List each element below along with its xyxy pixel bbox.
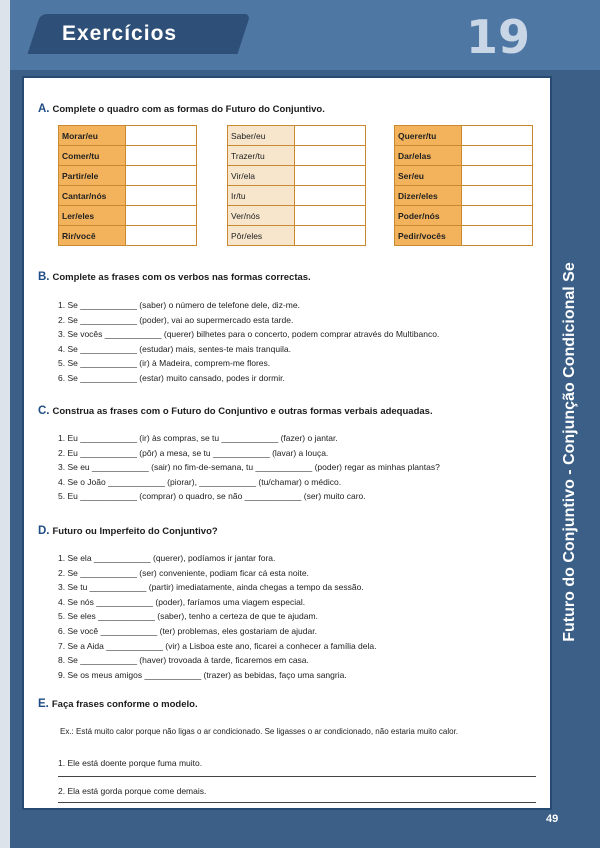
section-c-list	[58, 431, 440, 504]
section-c-heading	[38, 405, 433, 417]
answer-cell[interactable]	[462, 166, 533, 186]
table-a2	[227, 125, 366, 246]
exercise-line: 5. Eu ____________ (comprar) o quadro, se não ____________ (ser) muito caro.	[58, 491, 366, 502]
writing-line[interactable]	[58, 802, 536, 803]
table-cell: Ser/eu	[395, 166, 462, 186]
table-cell: Rir/você	[59, 226, 126, 246]
exercise-line: 5. Se eles ____________ (saber), tenho a certeza de que te ajudam.	[58, 611, 318, 622]
section-letter: A.	[38, 103, 50, 115]
exercise-line: 5. Se ____________ (ir) à Madeira, comprem-me flores.	[58, 358, 271, 369]
left-margin-strip	[0, 0, 10, 848]
section-instruction: Faça frases conforme o modelo.	[51, 699, 198, 710]
section-e-item-1	[58, 756, 202, 770]
table-cell: Saber/eu	[228, 126, 295, 146]
writing-line[interactable]	[58, 776, 536, 777]
answer-cell[interactable]	[295, 126, 366, 146]
section-instruction: Complete as frases com os verbos nas formas correctas.	[52, 272, 311, 283]
exercise-line: 7. Se a Aida ____________ (vir) a Lisboa este ano, ficarei a conhecer a família dela.	[58, 640, 377, 651]
table-cell: Poder/nós	[395, 206, 462, 226]
answer-cell[interactable]	[126, 206, 197, 226]
section-b-list	[58, 298, 439, 386]
answer-cell[interactable]	[462, 186, 533, 206]
table-a1	[58, 125, 197, 246]
table-a3	[394, 125, 533, 246]
section-b-heading	[38, 271, 311, 283]
exercise-line: 4. Se nós ____________ (poder), faríamos uma viagem especial.	[58, 596, 306, 607]
table-cell: Pedir/vocês	[395, 226, 462, 246]
exercise-line: 3. Se eu ____________ (sair) no fim-de-semana, tu ____________ (poder) regar as minhas plantas?	[58, 462, 440, 473]
section-letter: C.	[38, 405, 50, 417]
table-cell: Pôr/eles	[228, 226, 295, 246]
exercise-line: 4. Se ____________ (estudar) mais, sentes-te mais tranquila.	[58, 343, 291, 354]
table-cell: Dizer/eles	[395, 186, 462, 206]
section-d-heading	[38, 525, 218, 537]
section-a-heading	[38, 103, 325, 115]
table-cell: Cantar/nós	[59, 186, 126, 206]
answer-cell[interactable]	[462, 226, 533, 246]
answer-cell[interactable]	[462, 146, 533, 166]
exercise-line: 1. Ele está doente porque fuma muito.	[58, 758, 203, 768]
answer-cell[interactable]	[126, 166, 197, 186]
page-number: 49	[546, 813, 559, 825]
section-letter: B.	[38, 271, 50, 283]
answer-cell[interactable]	[126, 226, 197, 246]
table-cell: Trazer/tu	[228, 146, 295, 166]
page-title: Exercícios	[62, 22, 178, 45]
exercise-line: 4. Se o João ____________ (piorar), ____________ (tu/chamar) o médico.	[58, 476, 342, 487]
section-d-list	[58, 551, 376, 682]
section-instruction: Complete o quadro com as formas do Futuro do Conjuntivo.	[52, 104, 325, 115]
answer-cell[interactable]	[295, 166, 366, 186]
section-letter: E.	[38, 698, 49, 710]
answer-cell[interactable]	[295, 186, 366, 206]
exercise-line: 8. Se ____________ (haver) trovoada à tarde, ficaremos em casa.	[58, 655, 309, 666]
side-title	[561, 262, 578, 642]
answer-cell[interactable]	[295, 146, 366, 166]
section-instruction: Construa as frases com o Futuro do Conjuntivo e outras formas verbais adequadas.	[52, 406, 433, 417]
answer-cell[interactable]	[462, 126, 533, 146]
section-letter: D.	[38, 525, 50, 537]
unit-number: 19	[466, 10, 531, 64]
table-cell: Comer/tu	[59, 146, 126, 166]
exercise-line: 6. Se ____________ (estar) muito cansado, podes ir dormir.	[58, 372, 285, 383]
answer-cell[interactable]	[126, 186, 197, 206]
exercise-line: 9. Se os meus amigos ____________ (trazer) as bebidas, faço uma sangria.	[58, 669, 347, 680]
table-cell: Ver/nós	[228, 206, 295, 226]
answer-cell[interactable]	[295, 226, 366, 246]
exercise-line: 2. Se ____________ (ser) conveniente, podiam ficar cá esta noite.	[58, 567, 309, 578]
exercise-line: 1. Se ela ____________ (querer), podíamos ir jantar fora.	[58, 553, 276, 563]
answer-cell[interactable]	[295, 206, 366, 226]
exercise-line: 2. Se ____________ (poder), vai ao supermercado esta tarde.	[58, 314, 294, 325]
table-cell: Morar/eu	[59, 126, 126, 146]
side-title-text: Futuro do Conjuntivo - Conjunção Condicional Se	[561, 262, 578, 642]
table-cell: Dar/elas	[395, 146, 462, 166]
exercise-line: 3. Se tu ____________ (partir) imediatamente, ainda chegas a tempo da sessão.	[58, 582, 364, 593]
example-sentence: Ex.: Está muito calor porque não ligas o ar condicionado. Se ligasses o ar condicionado, não estaria muito calor.	[60, 727, 459, 736]
exercise-line: 1. Eu ____________ (ir) às compras, se tu ____________ (fazer) o jantar.	[58, 433, 338, 443]
section-instruction: Futuro ou Imperfeito do Conjuntivo?	[52, 526, 218, 537]
table-cell: Partir/ele	[59, 166, 126, 186]
answer-cell[interactable]	[126, 126, 197, 146]
answer-cell[interactable]	[126, 146, 197, 166]
table-cell: Ler/eles	[59, 206, 126, 226]
table-cell: Vir/ela	[228, 166, 295, 186]
exercise-line: 3. Se vocês ____________ (querer) bilhetes para o concerto, podem comprar através do Multibanco.	[58, 329, 440, 340]
exercise-line: 2. Eu ____________ (pôr) a mesa, se tu ____________ (lavar) a louça.	[58, 447, 329, 458]
exercise-line: 2. Ela está gorda porque come demais.	[58, 786, 207, 796]
table-cell: Ir/tu	[228, 186, 295, 206]
exercise-line: 1. Se ____________ (saber) o número de telefone dele, diz-me.	[58, 300, 300, 310]
exercise-line: 6. Se você ____________ (ter) problemas, eles gostariam de ajudar.	[58, 625, 317, 636]
table-cell: Querer/tu	[395, 126, 462, 146]
section-e-heading	[38, 698, 198, 710]
section-e-item-2	[58, 784, 206, 798]
answer-cell[interactable]	[462, 206, 533, 226]
